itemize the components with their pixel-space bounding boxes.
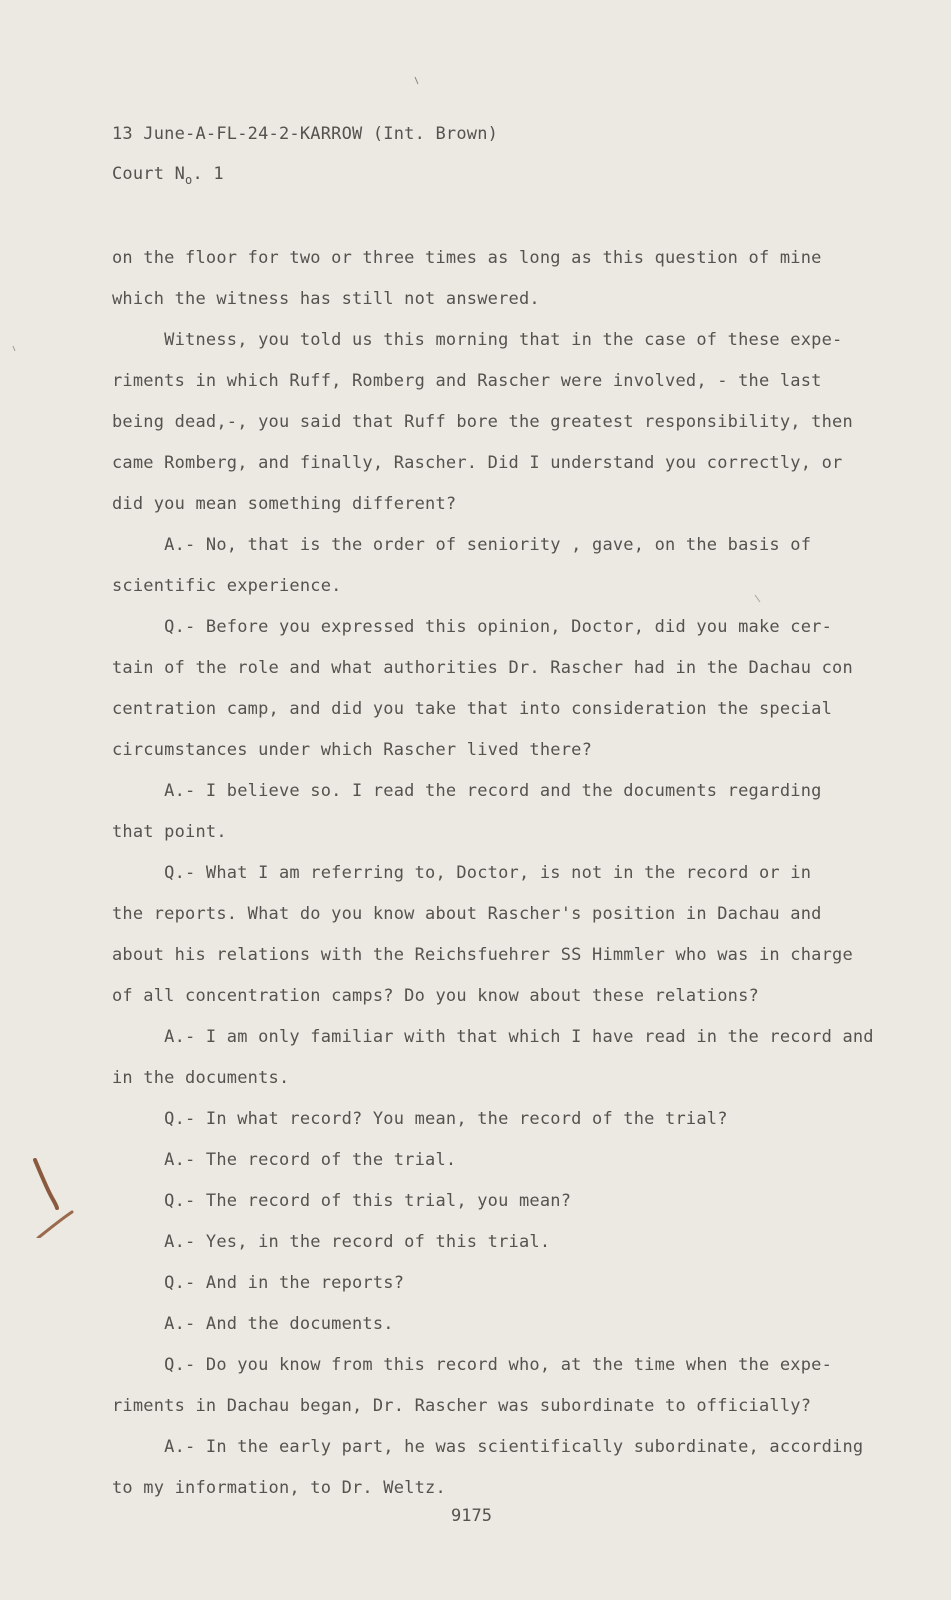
text-line-14: A.- I believe so. I read the record and the documents regarding — [112, 781, 822, 801]
text-line-24: Q.- The record of this trial, you mean? — [112, 1191, 572, 1211]
text-line-18: about his relations with the Reichsfuehrer SS Himmler who was in charge — [112, 945, 853, 965]
text-line-16: Q.- What I am referring to, Doctor, is not in the record or in — [112, 863, 812, 883]
court-number — [112, 164, 224, 185]
text-line-22: Q.- In what record? You mean, the record of the trial? — [112, 1109, 728, 1129]
text-line-25: A.- Yes, in the record of this trial. — [112, 1232, 551, 1252]
text-line-15: that point. — [112, 822, 227, 842]
court-prefix: Court N — [112, 164, 186, 184]
text-line-17: the reports. What do you know about Rascher's position in Dachau and — [112, 904, 822, 924]
text-line-19: of all concentration camps? Do you know about these relations? — [112, 986, 759, 1006]
pen-check-mark — [30, 1158, 80, 1238]
text-line-9: scientific experience. — [112, 576, 342, 596]
text-line-30: A.- In the early part, he was scientifically subordinate, according — [112, 1437, 864, 1457]
text-line-5: being dead,-, you said that Ruff bore the greatest responsibility, then — [112, 412, 853, 432]
text-line-21: in the documents. — [112, 1068, 290, 1088]
text-line-1: on the floor for two or three times as long as this question of mine — [112, 248, 822, 268]
text-line-13: circumstances under which Rascher lived there? — [112, 740, 593, 760]
session-header: 13 June-A-FL-24-2-KARROW (Int. Brown) — [112, 124, 499, 144]
text-line-8: A.- No, that is the order of seniority , gave, on the basis of — [112, 535, 812, 555]
text-line-4: riments in which Ruff, Romberg and Rascher were involved, - the last — [112, 371, 822, 391]
text-line-28: Q.- Do you know from this record who, at the time when the expe- — [112, 1355, 833, 1375]
text-line-12: centration camp, and did you take that into consideration the special — [112, 699, 833, 719]
court-subscript: o — [185, 173, 193, 187]
text-line-27: A.- And the documents. — [112, 1314, 394, 1334]
text-line-6: came Romberg, and finally, Rascher. Did I understand you correctly, or — [112, 453, 843, 473]
text-line-29: riments in Dachau began, Dr. Rascher was subordinate to officially? — [112, 1396, 812, 1416]
paper-speck — [12, 345, 18, 353]
text-line-26: Q.- And in the reports? — [112, 1273, 405, 1293]
court-suffix: . 1 — [192, 164, 224, 184]
text-line-10: Q.- Before you expressed this opinion, Doctor, did you make cer- — [112, 617, 833, 637]
paper-speck — [754, 594, 762, 604]
text-line-2: which the witness has still not answered. — [112, 289, 540, 309]
text-line-3: Witness, you told us this morning that in the case of these expe- — [112, 330, 843, 350]
text-line-31: to my information, to Dr. Weltz. — [112, 1478, 446, 1498]
paper-speck — [414, 76, 420, 86]
page-number: 9175 — [451, 1506, 492, 1526]
text-line-7: did you mean something different? — [112, 494, 457, 514]
text-line-23: A.- The record of the trial. — [112, 1150, 457, 1170]
text-line-11: tain of the role and what authorities Dr. Rascher had in the Dachau con — [112, 658, 853, 678]
text-line-20: A.- I am only familiar with that which I have read in the record and — [112, 1027, 874, 1047]
